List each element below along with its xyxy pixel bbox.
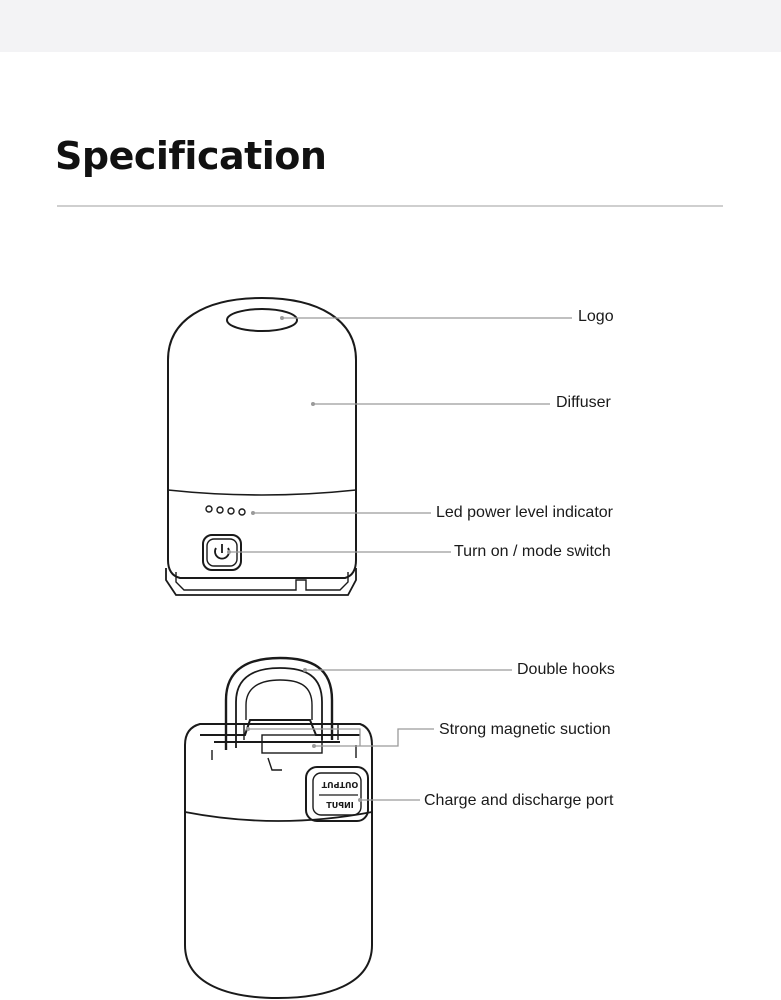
callout-logo: Logo: [578, 308, 614, 325]
callout-diffuser: Diffuser: [556, 394, 611, 411]
lamp-front-view: [166, 298, 356, 595]
callout-double-hooks: Double hooks: [517, 661, 615, 678]
port-label-input: INPUT: [326, 801, 354, 810]
lamp-hook-view: [185, 658, 372, 998]
logo-ellipse: [227, 309, 297, 331]
port-label-output: OUTPUT: [321, 780, 359, 789]
page-title: Specification: [55, 134, 327, 178]
callout-led-indicator: Led power level indicator: [436, 504, 613, 521]
callout-charge-port: Charge and discharge port: [424, 792, 614, 809]
callout-magnetic-suction: Strong magnetic suction: [439, 721, 611, 738]
callout-mode-switch: Turn on / mode switch: [454, 543, 611, 560]
